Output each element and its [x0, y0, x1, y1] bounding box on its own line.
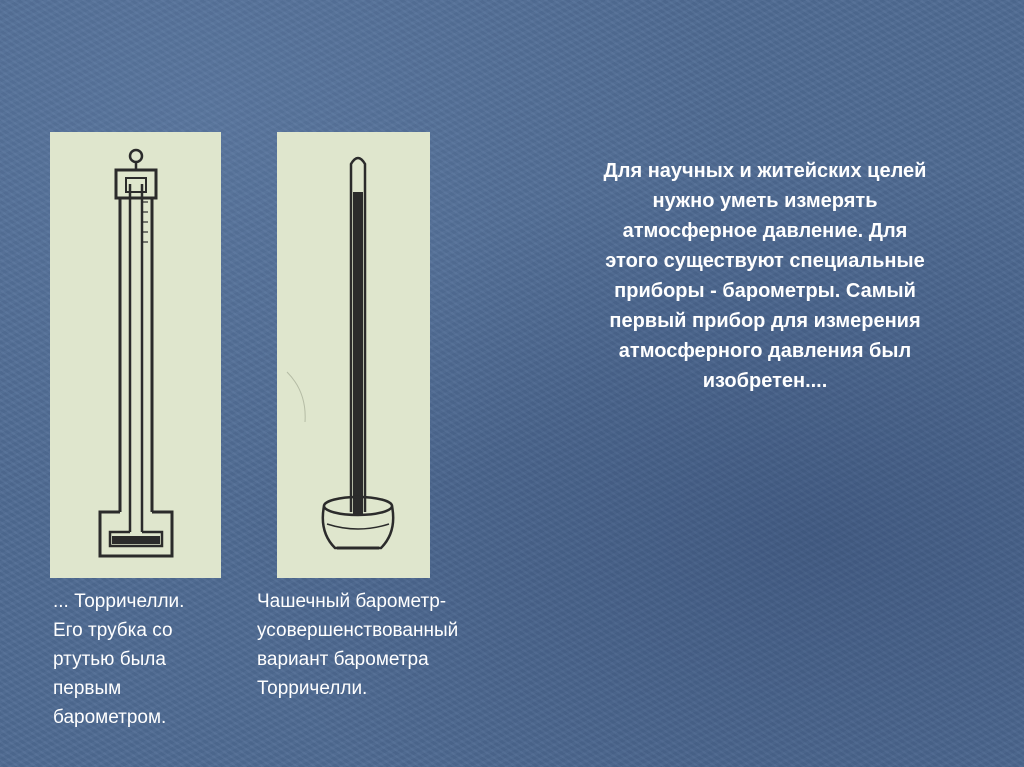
- caption-line: Его трубка со: [53, 620, 173, 641]
- main-text-line: этого существуют специальные: [605, 250, 925, 272]
- cup-barometer-image: [277, 132, 430, 578]
- main-text-line: нужно уметь измерять: [652, 190, 878, 212]
- main-text: [525, 156, 1005, 396]
- main-text-line: изобретен....: [702, 370, 828, 392]
- caption-line: усовершенствованный: [257, 620, 459, 641]
- torricelli-barometer-image: [50, 132, 221, 578]
- main-text-line: Для научных и житейских целей: [603, 160, 927, 182]
- caption-line: ртутью была: [53, 649, 166, 670]
- torricelli-caption: [53, 587, 253, 732]
- caption-line: барометром.: [53, 707, 167, 728]
- caption-line: ... Торричелли.: [53, 591, 185, 612]
- caption-line: вариант барометра: [257, 649, 429, 670]
- main-text-line: приборы - барометры. Самый: [614, 280, 916, 302]
- caption-line: первым: [53, 678, 122, 699]
- cup-barometer-caption: [257, 587, 517, 703]
- main-text-line: атмосферное давление. Для: [622, 220, 908, 242]
- main-text-line: первый прибор для измерения: [609, 310, 921, 332]
- main-text-line: атмосферного давления был: [618, 340, 912, 362]
- caption-line: Чашечный барометр-: [257, 591, 447, 612]
- torricelli-barometer-drawing: [50, 132, 221, 578]
- caption-line: Торричелли.: [257, 678, 368, 699]
- cup-barometer-drawing: [277, 132, 430, 578]
